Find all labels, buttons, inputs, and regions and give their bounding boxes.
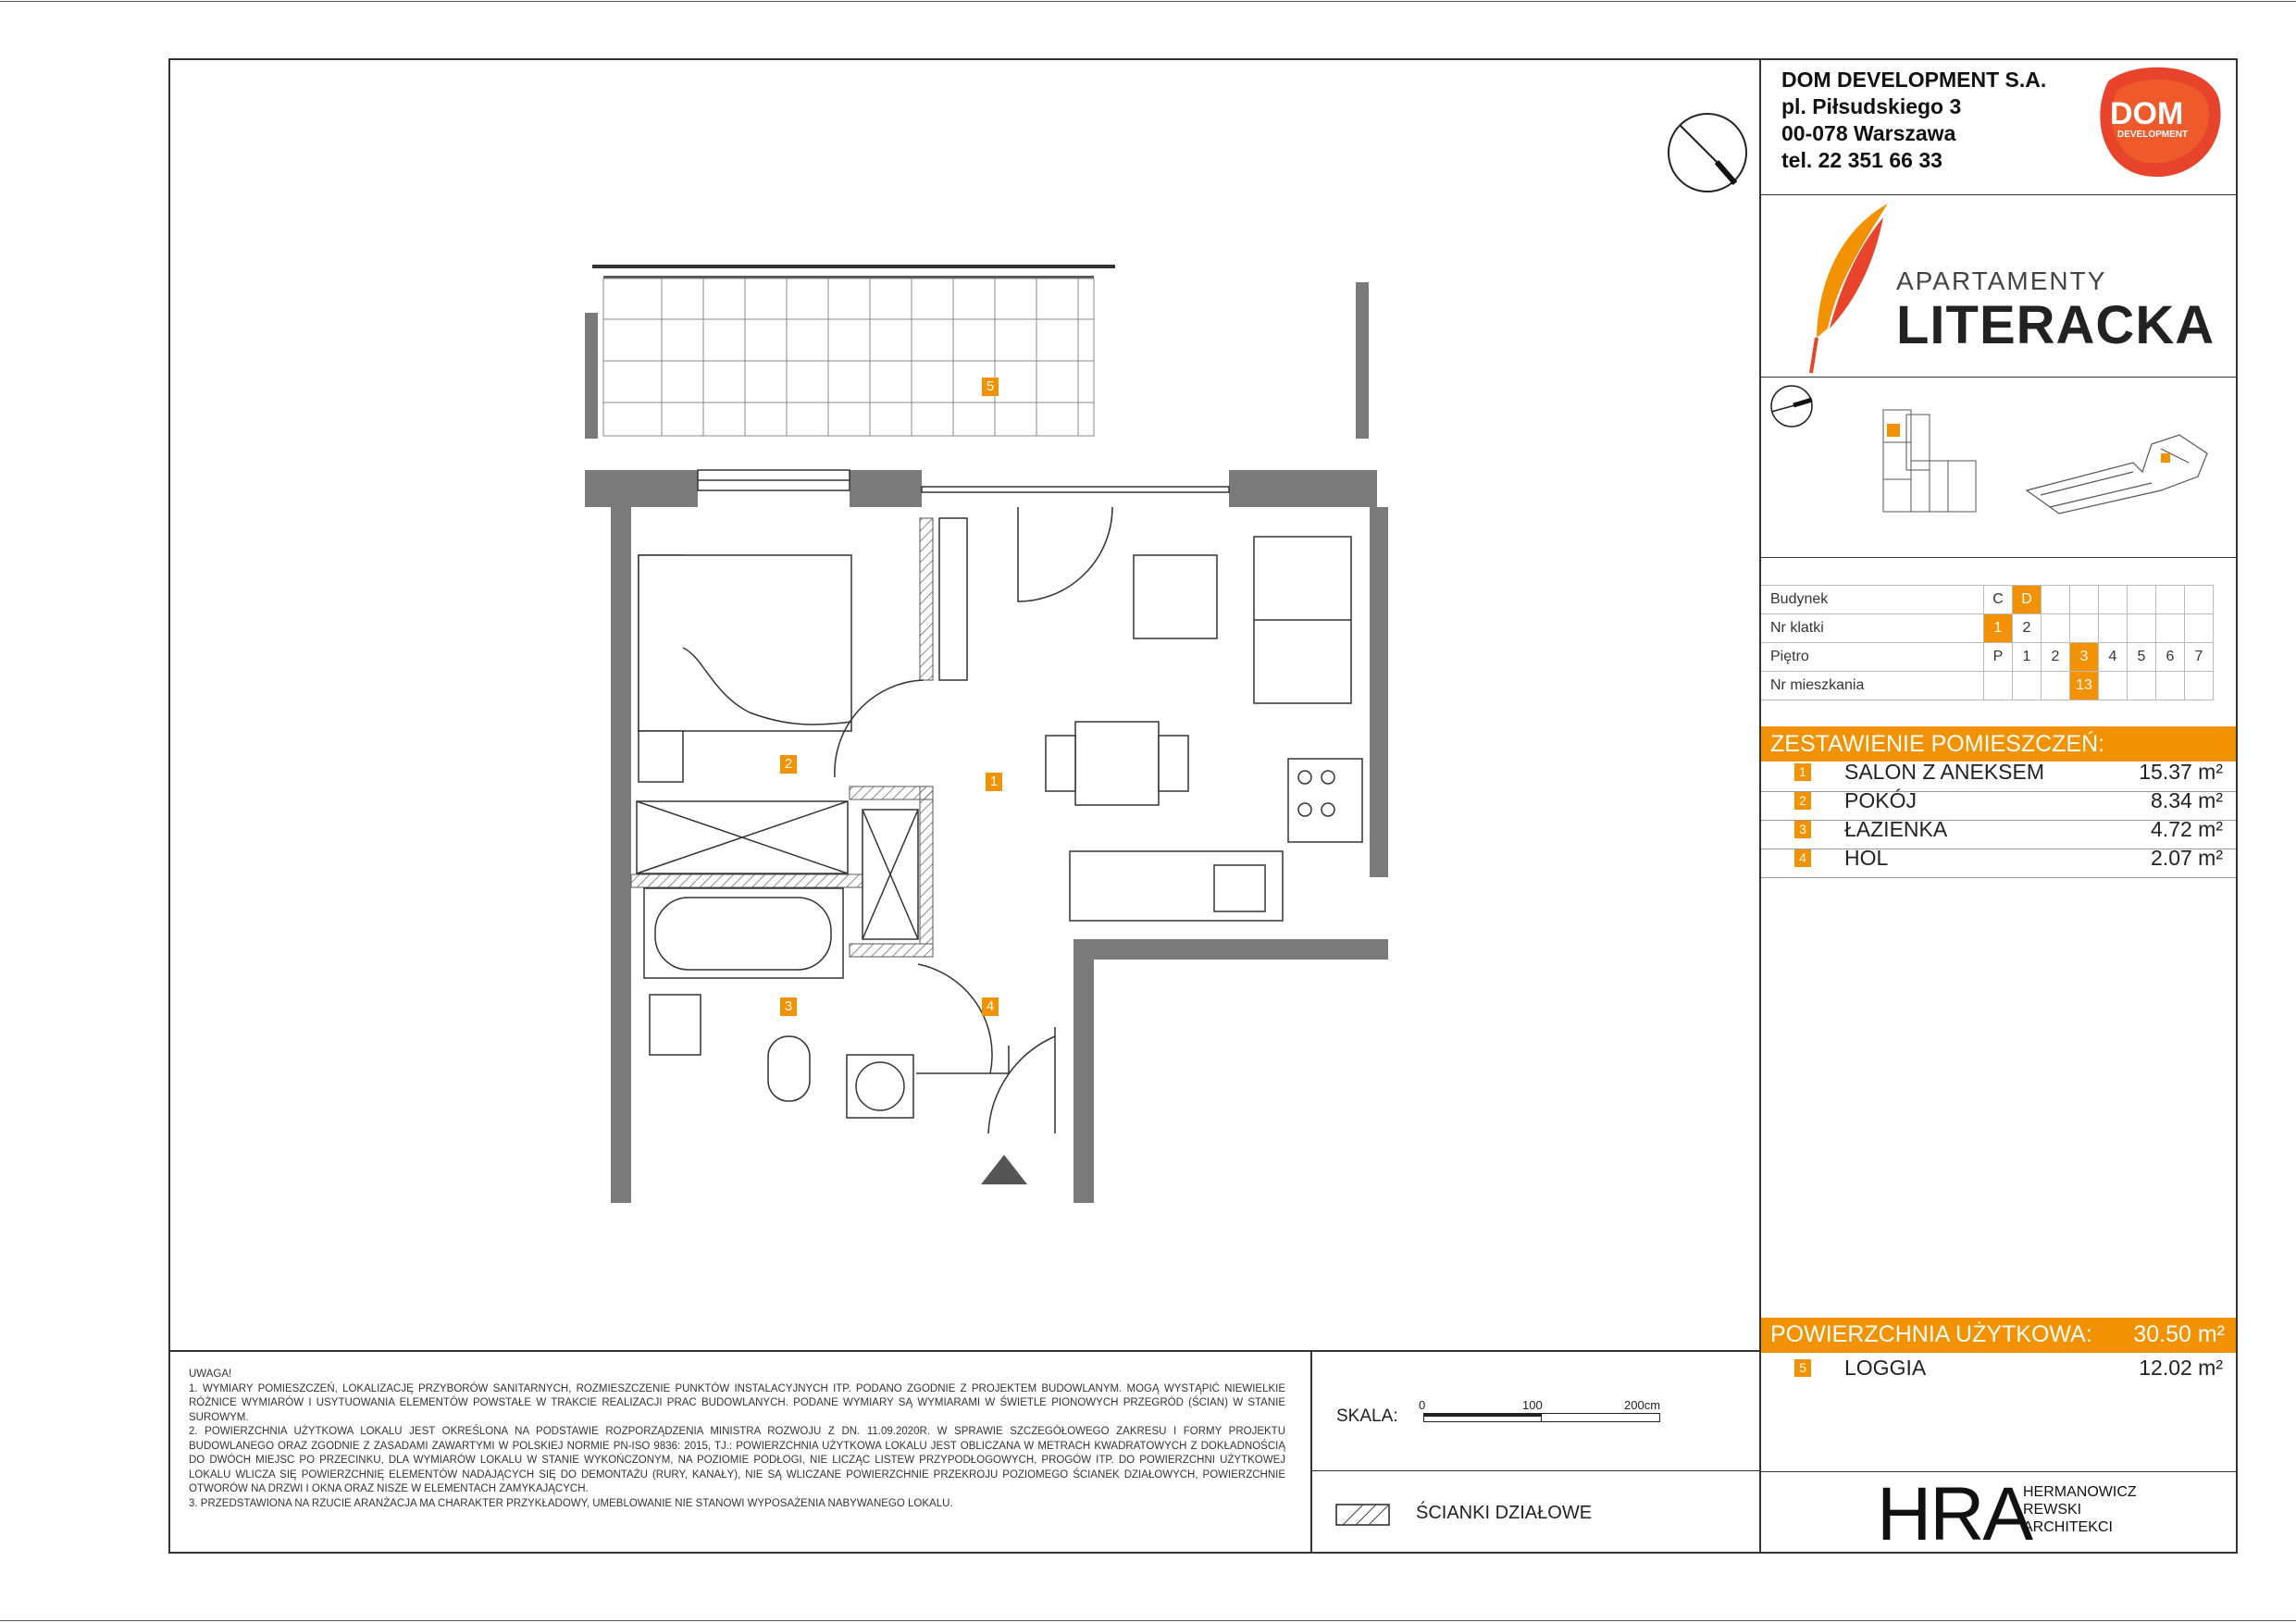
note-item: 1. WYMIARY POMIESZCZEŃ, LOKALIZACJĘ PRZYBORÓW SANITARNYCH, ROZMIESZCZENIE PUNKTÓW INSTALACYJNYCH ITP. PODANO ZGODNIE Z PROJEKTEM BUDOWLANYM. MOGĄ WYSTĄPIĆ NIEWIELKIE RÓŻNICE WYMIARÓW I USYTUOWANIA ELEMENTÓW POWSTAŁE W TRAKCIE REALIZACJI PRAC BUDOWLANYCH. PODANE WYMIARY SĄ WYMIARAMI W ŚWIETLE PIONOWYCH PRZEGRÓD (ŚCIAN) W STANIE SUROWYM.: [189, 1382, 1285, 1423]
info-cell: [2128, 672, 2156, 700]
info-cell: [2070, 586, 2099, 614]
info-cell: [2185, 614, 2214, 643]
total-area-value: 30.50 m²: [2133, 1321, 2225, 1347]
rooms-header: [1761, 726, 2236, 762]
scale-tick-100: 100: [1522, 1398, 1543, 1412]
tb-line: [1759, 194, 2238, 195]
loggia: [585, 265, 1369, 439]
info-cell: [1984, 672, 2013, 700]
info-cell: 13: [2070, 672, 2099, 700]
furniture: [637, 518, 1362, 1118]
info-row-label: Nr klatki: [1761, 614, 1984, 643]
room-row: [1761, 846, 2236, 878]
project-line1: APARTAMENTY: [1896, 266, 2107, 295]
info-cell: 4: [2099, 643, 2128, 672]
notes-scale-divider: [1310, 1350, 1312, 1554]
note-item: 2. POWIERZCHNIA UŻYTKOWA LOKALU JEST OKREŚLONA NA PODSTAWIE ROZPORZĄDZENIA MINISTRA ROZWOJU Z DN. 11.09.2020R. W SPRAWIE SZCZEGÓŁOWEGO ZAKRESU I FORMY PROJEKTU BUDOWLANEGO ORAZ ZGODNIE Z ZASADAMI ZAWARTYMI W POLSKIEJ NORMIE PN-ISO 9836: 2015, TJ.: POWIERZCHNIA UŻYTKOWA LOKALU JEST OBLICZANA W METRACH KWADRATOWYCH Z DOKŁADNOŚCIĄ DO DWÓCH MIEJSC PO PRZECINKU, DLA WYMIARÓW LOKALU W STANIE WYKOŃCZONYM, NA POZIOMIE PODŁOGI, NIE LICZĄC LISTEW PRZYPODŁOGOWYCH, PROGÓW ITP. DO POWIERZCHNI UŻYTKOWEJ LOKALU WLICZA SIĘ POWIERZCHNIĘ ELEMENTÓW NADAJĄCYCH SIĘ DO DEMONTAŻU (RURY, KANAŁY), NIE SĄ WLICZANE POWIERZCHNIE PRZEKROJU POZIOMEGO ŚCIANEK DZIAŁOWYCH, POWIERZCHNIE OTWORÓW NA DRZWI I OKNA ORAZ NISZE W ELEMENTACH ZAMYKAJĄCYCH.: [189, 1426, 1285, 1494]
info-row-label: Nr mieszkania: [1761, 672, 1984, 700]
company-street: pl. Piłsudskiego 3: [1781, 94, 1962, 118]
loggia-name: LOGGIA: [1844, 1356, 1927, 1380]
page-top-line: [0, 1, 2296, 2]
total-area-label: POWIERZCHNIA UŻYTKOWA:: [1770, 1321, 2092, 1347]
room-label-lazienka: 3: [780, 997, 797, 1016]
info-cell: [2042, 672, 2070, 700]
info-cell: [2042, 614, 2070, 643]
info-row-label: Budynek: [1761, 586, 1984, 614]
total-area-bar: [1761, 1318, 2236, 1353]
project-line2: LITERACKA: [1896, 295, 2215, 355]
room-name: SALON Z ANEKSEM: [1844, 760, 2045, 784]
notes-block: [189, 1368, 1285, 1511]
room-area: 8.34 m²: [2151, 788, 2223, 812]
room-area: 2.07 m²: [2151, 846, 2223, 870]
info-row: [1761, 614, 2214, 643]
info-cell: C: [1984, 586, 2013, 614]
info-cell: 7: [2185, 643, 2214, 672]
info-cell: 3: [2070, 643, 2099, 672]
company-city: 00-078 Warszawa: [1781, 121, 1956, 145]
entrance-arrow-icon: [981, 1155, 1027, 1184]
scale-tick-0: 0: [1419, 1398, 1426, 1412]
info-cell: [2099, 672, 2128, 700]
architect-logo: HRA: [1877, 1472, 2032, 1556]
info-cell: [2128, 614, 2156, 643]
info-cell: 1: [1984, 614, 2013, 643]
architect-line3: ARCHITEKCI: [2023, 1519, 2113, 1535]
logo-text-dom: DOM: [2110, 96, 2184, 131]
info-cell: [2070, 614, 2099, 643]
north-arrow-small-icon: [1769, 384, 1814, 428]
room-number: 1: [1794, 763, 1811, 781]
location-table: [1761, 585, 2214, 700]
notes-divider: [168, 1350, 1761, 1352]
loggia-area: 12.02 m²: [2139, 1356, 2223, 1380]
room-area: 15.37 m²: [2139, 760, 2223, 784]
company-name: DOM DEVELOPMENT S.A.: [1781, 68, 2047, 92]
dom-development-logo: [2090, 63, 2227, 181]
page-bottom-line: [0, 1620, 2296, 1621]
feather-icon: [1809, 199, 1893, 375]
info-row: [1761, 586, 2214, 614]
room-name: POKÓJ: [1844, 788, 1917, 812]
architect-line2: REWSKI: [2023, 1502, 2082, 1518]
info-cell: 1: [2013, 643, 2042, 672]
legend-label: ŚCIANKI DZIAŁOWE: [1416, 1503, 1593, 1523]
info-cell: 2: [2013, 614, 2042, 643]
info-cell: [2099, 614, 2128, 643]
info-row-label: Piętro: [1761, 643, 1984, 672]
room-number: 3: [1794, 821, 1811, 838]
key-plan-building: [2022, 426, 2216, 527]
info-cell: P: [1984, 643, 2013, 672]
scale-legend-divider: [1310, 1470, 1761, 1471]
info-cell: D: [2013, 586, 2042, 614]
architect-name: [2023, 1483, 2137, 1536]
info-cell: [2156, 672, 2185, 700]
north-arrow-icon: [1666, 111, 1749, 194]
info-cell: [2013, 672, 2042, 700]
info-cell: [2128, 586, 2156, 614]
loggia-row: [1761, 1354, 2236, 1382]
loggia-number: 5: [1794, 1359, 1811, 1377]
notes-title: UWAGA!: [189, 1369, 232, 1380]
rooms-header-text: ZESTAWIENIE POMIESZCZEŃ:: [1770, 731, 2105, 757]
windows: [698, 470, 1229, 492]
tb-line: [1759, 377, 2238, 378]
info-cell: [2156, 586, 2185, 614]
room-number: 4: [1794, 849, 1811, 867]
info-cell: [2156, 614, 2185, 643]
info-cell: 5: [2128, 643, 2156, 672]
room-name: ŁAZIENKA: [1844, 817, 1948, 841]
room-label-loggia: 5: [982, 378, 999, 396]
info-cell: 2: [2042, 643, 2070, 672]
key-plan-floor: [1874, 405, 1985, 521]
company-phone: tel. 22 351 66 33: [1781, 148, 1942, 172]
room-area: 4.72 m²: [2151, 817, 2223, 841]
floor-plan: [574, 259, 1388, 1203]
logo-text-development: DEVELOPMENT: [2117, 130, 2189, 140]
tb-line: [1759, 557, 2238, 558]
info-row: [1761, 672, 2214, 700]
info-cell: [2099, 586, 2128, 614]
room-label-pokoj: 2: [780, 755, 797, 774]
partition-wall-swatch-icon: [1335, 1504, 1390, 1526]
room-name: HOL: [1844, 846, 1889, 870]
room-label-hol: 4: [982, 997, 999, 1016]
info-cell: [2185, 586, 2214, 614]
info-cell: 6: [2156, 643, 2185, 672]
company-address: [1781, 67, 2046, 174]
scale-bar: [1423, 1413, 1660, 1422]
room-number: 2: [1794, 792, 1811, 810]
info-cell: [2185, 672, 2214, 700]
info-cell: [2042, 586, 2070, 614]
note-item: 3. PRZEDSTAWIONA NA RZUCIE ARANŻACJA MA CHARAKTER PRZYKŁADOWY, UMEBLOWANIE NIE STANOWI WYPOSAŻENIA NABYWANEGO LOKALU.: [189, 1497, 953, 1509]
room-label-salon: 1: [986, 773, 1002, 791]
architect-line1: HERMANOWICZ: [2023, 1484, 2137, 1500]
scale-label: SKALA:: [1336, 1406, 1398, 1426]
info-row: [1761, 643, 2214, 672]
scale-tick-200: 200cm: [1624, 1398, 1661, 1412]
